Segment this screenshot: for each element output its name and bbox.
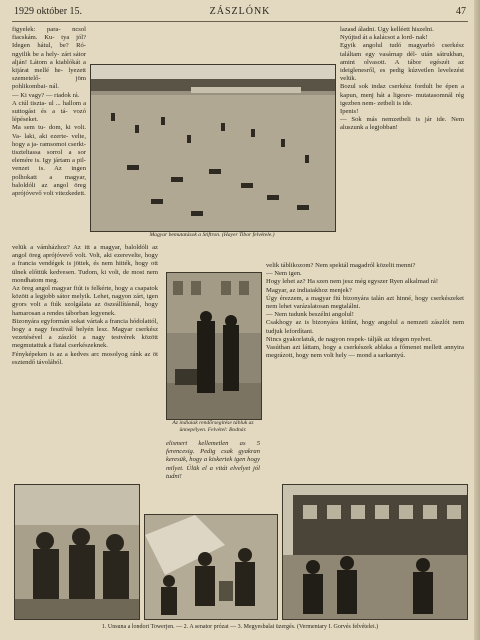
right-paragraph: lazasd áladni. Úgy kelléett hiszelni.	[340, 26, 434, 33]
bottom-photos-caption: 1. Unsuna a londori Towerjen. — 2. A senator prózat — 3. Megyesbalai üzergés. (Vermentary I. Gorvés felvételei.)	[101, 624, 379, 630]
column-two-paragraph: Hogy lehet az? Ha szen nem jesz még egyszer Ryen alkalmad rá!	[266, 278, 439, 286]
column-two-paragraph: Csakhogy az is bizonyára kitűnt, hogy angolul a nemzeti zászlót nem tudjuk lefordítani.	[266, 319, 464, 335]
page-number: 47	[456, 6, 466, 17]
header-rule	[12, 21, 468, 22]
column-two-paragraph: — Nem tudunk beszélni angolul!	[266, 311, 354, 319]
column-two-paragraph: velik táblikozom? Nem spektál magadról közelit menni?	[266, 262, 416, 269]
column-two-paragraph: — Nem igen.	[266, 270, 302, 278]
page-header	[14, 6, 466, 20]
right-paragraph: Nyújtsd át a kalácsot a lord- nak!	[340, 34, 428, 42]
field-photo-graphic	[91, 65, 335, 231]
magazine-title: ZÁSZLÓNK	[209, 6, 271, 17]
column-two-paragraph: Úgy érezzem, a magyar fiú bizonyára talán azt hinné, hogy cserkészeket nem lehet varázslatosan megtalálni.	[266, 294, 464, 311]
issue-date: 1929 október 15.	[14, 6, 83, 17]
photo-guards	[166, 272, 262, 420]
photo-bottom-3	[282, 484, 468, 620]
column-two-paragraph: Nincs gyakorlatuk, de nagyon respek- tálják az idegen nyelvet.	[266, 335, 432, 343]
left-paragraph: figyelek: para- ncsol fiacskám. Ku- tya jól? Idegen hátul, be? Ró- ngyilik be a hely- zárt sátor alján! Látom a kiablókát a kijárat mellé he- lyezett szemetelő- jöm pohlikombai- nál.	[12, 26, 86, 91]
photo-bottom-2	[144, 514, 278, 620]
bottom-photo-3-graphic	[283, 485, 467, 619]
page-edge	[474, 0, 480, 640]
photo-top-field	[90, 64, 336, 232]
photo-bottom-1	[14, 484, 140, 620]
right-paragraph: Egyik angolul tudó magyarbó cserkész találtam egy vasárnap dél- után sátrukban, amint olvasott. A tábor egészét az ideiglenesről, es pedig kúzvetlen levelezést velük.	[340, 42, 464, 83]
left-paragraph: Ma sem tu- dom, ki volt. Va- laki, aki ezerte- velte, hogy a ja- ramsomoi cserkt- tiszteltassa sorrol a sor elemére is. Igy jártam a pil- venzet is. Az ingen polhokatt a magyar, baloldóli az angol öreg aprójóvevő volt vitezkedett.	[12, 124, 86, 198]
right-paragraph: Bozul sok indaz cserkész fordult be épen a kapun, menj hát a ligesre- mutatasomnál rég igezben nem- zetbeli is ide.	[340, 83, 464, 107]
main-text-column	[12, 244, 158, 478]
right-column	[340, 26, 464, 254]
column-two-paragraph: Magyar, az indiaiakhoz menjek?	[266, 286, 352, 294]
bottom-photo-2-graphic	[145, 515, 277, 619]
guards-photo-graphic	[167, 273, 261, 419]
column-two-paragraph: Vasúthan azt láttam, hogy a cserkészek ablaka a főmenet mellett annyira megrázott, hogy nem volt hely — mond a sarkantyú.	[266, 344, 464, 360]
column-two	[266, 262, 464, 482]
left-paragraph: — Ki vagy? — riadok rá.	[12, 91, 80, 99]
main-paragraph: Bizonyára egyformán sokat vártak a francia hódolattól, hogy a nagy fesztivál helyén lesz. Magyar cserkész vezetésével a zászlót a nagy testvérek között megmutattuk a fiatal cserkészeknek.	[12, 317, 158, 350]
main-paragraph: velük a vámházhoz? Az itt a magyar, baloldóli az angol öreg aprójóvevő volt. Volt, aki ezerevelte, hogy a francia vendégek is jöttek, és nem hitték, hogy ott ülnek előttük kedvesen. Tudom, ki volt, de most nem mondhatom meg.	[12, 244, 158, 284]
left-column	[12, 26, 86, 254]
guards-photo-caption: Az indiaiak rendőrsegitése tábluk az ünnepélyen. Felvétel: Bodnár.	[172, 420, 254, 433]
main-paragraph: Az öreg angol magyar fiút is felkérte, hogy a csapatok között a legjobb sátor melyik. Lehet, nagyon zárt, igen gyors volt a fiúk szolgálata az öszeállításnál, hogy hamarosan a rendes táborban legyenek.	[12, 285, 158, 317]
bottom-photo-1-graphic	[15, 485, 139, 619]
left-paragraph: A ciúl tiszta- ul ... hallom a suttogást és a tá- vozó lépéseket.	[12, 99, 86, 124]
main-paragraph: Fényképeken is az a kedves arc mosolyog ránk az öt esztendő távolából.	[12, 350, 158, 366]
top-photo-caption: Magyar bemutatások a Stiftron. (Hayer Tibor felvétele.)	[149, 232, 275, 238]
right-paragraph: — Sok más nemzetbeli is jár ide. Nem aluszunk a legjobban!	[340, 116, 464, 132]
mid-text-caption: elismert kellemetlen as 5 ferencesig. Pedig csak gyakran keresük, hogy a kiskertek igen hogy milyet. Ülük el a vitát elvelyet jól tudni!	[166, 440, 260, 480]
right-paragraph: Ipenis!	[340, 108, 359, 116]
